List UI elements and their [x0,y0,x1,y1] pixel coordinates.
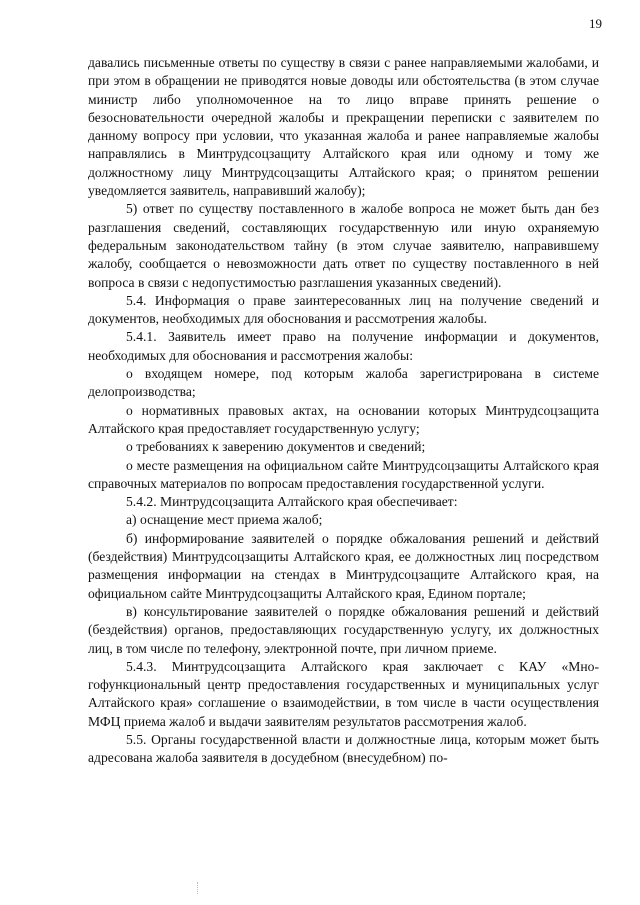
paragraph-section-5-4-1: 5.4.1. Заявитель имеет право на получение информации и документов, необходимых для обоснования и рассмотрения жалобы: [88,329,599,363]
paragraph-section-5-5: 5.5. Органы государственной власти и должностные лица, которым может быть адресована жалоба заявителя в досудебном (внесудебном) по- [88,731,599,766]
document-body [88,54,599,768]
paragraph-incoming-number: о входящем номере, под которым жалоба зарегистрирована в системе делопроизводства; [88,366,599,400]
paragraph-section-5-4-2: 5.4.2. Минтрудсоцзащита Алтайского края обеспечивает: [126,494,458,510]
paragraph-item-5: 5) ответ по существу поставленного в жалобе вопроса не может быть дан без разглашения сведений, составляющих государственную или иную охраняемую федеральным законодательством тайну (в этом случае заявителю, направившему жалобу, сообщается о невозможности дать ответ по существу поставленного в ней вопроса в связи с недопустимостью разглашения указанных сведений). [88,201,599,290]
paragraph-item-v: в) консультирование заявителей о порядке обжалования решений и действий (бездействия) органов, предоставляющих государственную услугу, их должностных лиц, в том числе по телефону, электронной почте, при личном приеме. [88,603,599,656]
page-number: 19 [589,16,602,31]
paragraph-section-5-4: 5.4. Информация о праве заинтересованных лиц на получение сведений и документов, необходимых для обоснования и рассмотрения жалобы. [88,292,599,327]
paragraph-reference-materials: о месте размещения на официальном сайте Минтрудсоцзащиты Алтайского края справочных материалов по вопросам предоставления государственной услуги. [88,457,599,491]
paragraph-section-5-4-3: 5.4.3. Минтрудсоцзащита Алтайского края заключает с КАУ «Многофункциональный центр предоставления государственных и муниципальных услуг Алтайского края» соглашение о взаимодействии, в том числе в части осуществления МФЦ приема жалоб и выдачи заявителям результатов рассмотрения жалоб. [88,658,599,729]
paragraph-item-b: б) информирование заявителей о порядке обжалования решений и действий (бездействия) Минтрудсоцзащиты Алтайского края, ее должностных лиц посредством размещения информации на стендах в Минтрудсоцзащите Алтайского края, на официальном сайте Минтрудсоцзащиты Алтайского края, Едином портале; [88,530,599,601]
paragraph-normative-acts: о нормативных правовых актах, на основании которых Минтрудсоцзащита Алтайского края предоставляет государственную услугу; [88,402,599,436]
paragraph-certification-requirements: о требованиях к заверению документов и сведений; [126,439,426,455]
paragraph-continuation: давались письменные ответы по существу в связи с ранее направляемыми жалобами, и при этом в обращении не приводятся новые доводы или обстоятельства (в этом случае министр либо уполномоченное на то лицо вправе принять решение о безосновательности очередной жалобы и прекращении переписки с заявителем по данному вопросу при условии, что указанная жалоба и ранее направляемые жалобы направлялись в Минтрудсоцзащиту Алтайского края или одному и тому же должностному лицу Минтрудсоцзащиты Алтайского края; о принятом решении уведомляется заявитель, направивший жалобу); [88,55,599,199]
paragraph-item-a: а) оснащение мест приема жалоб; [126,512,323,528]
scan-mark [197,882,199,894]
